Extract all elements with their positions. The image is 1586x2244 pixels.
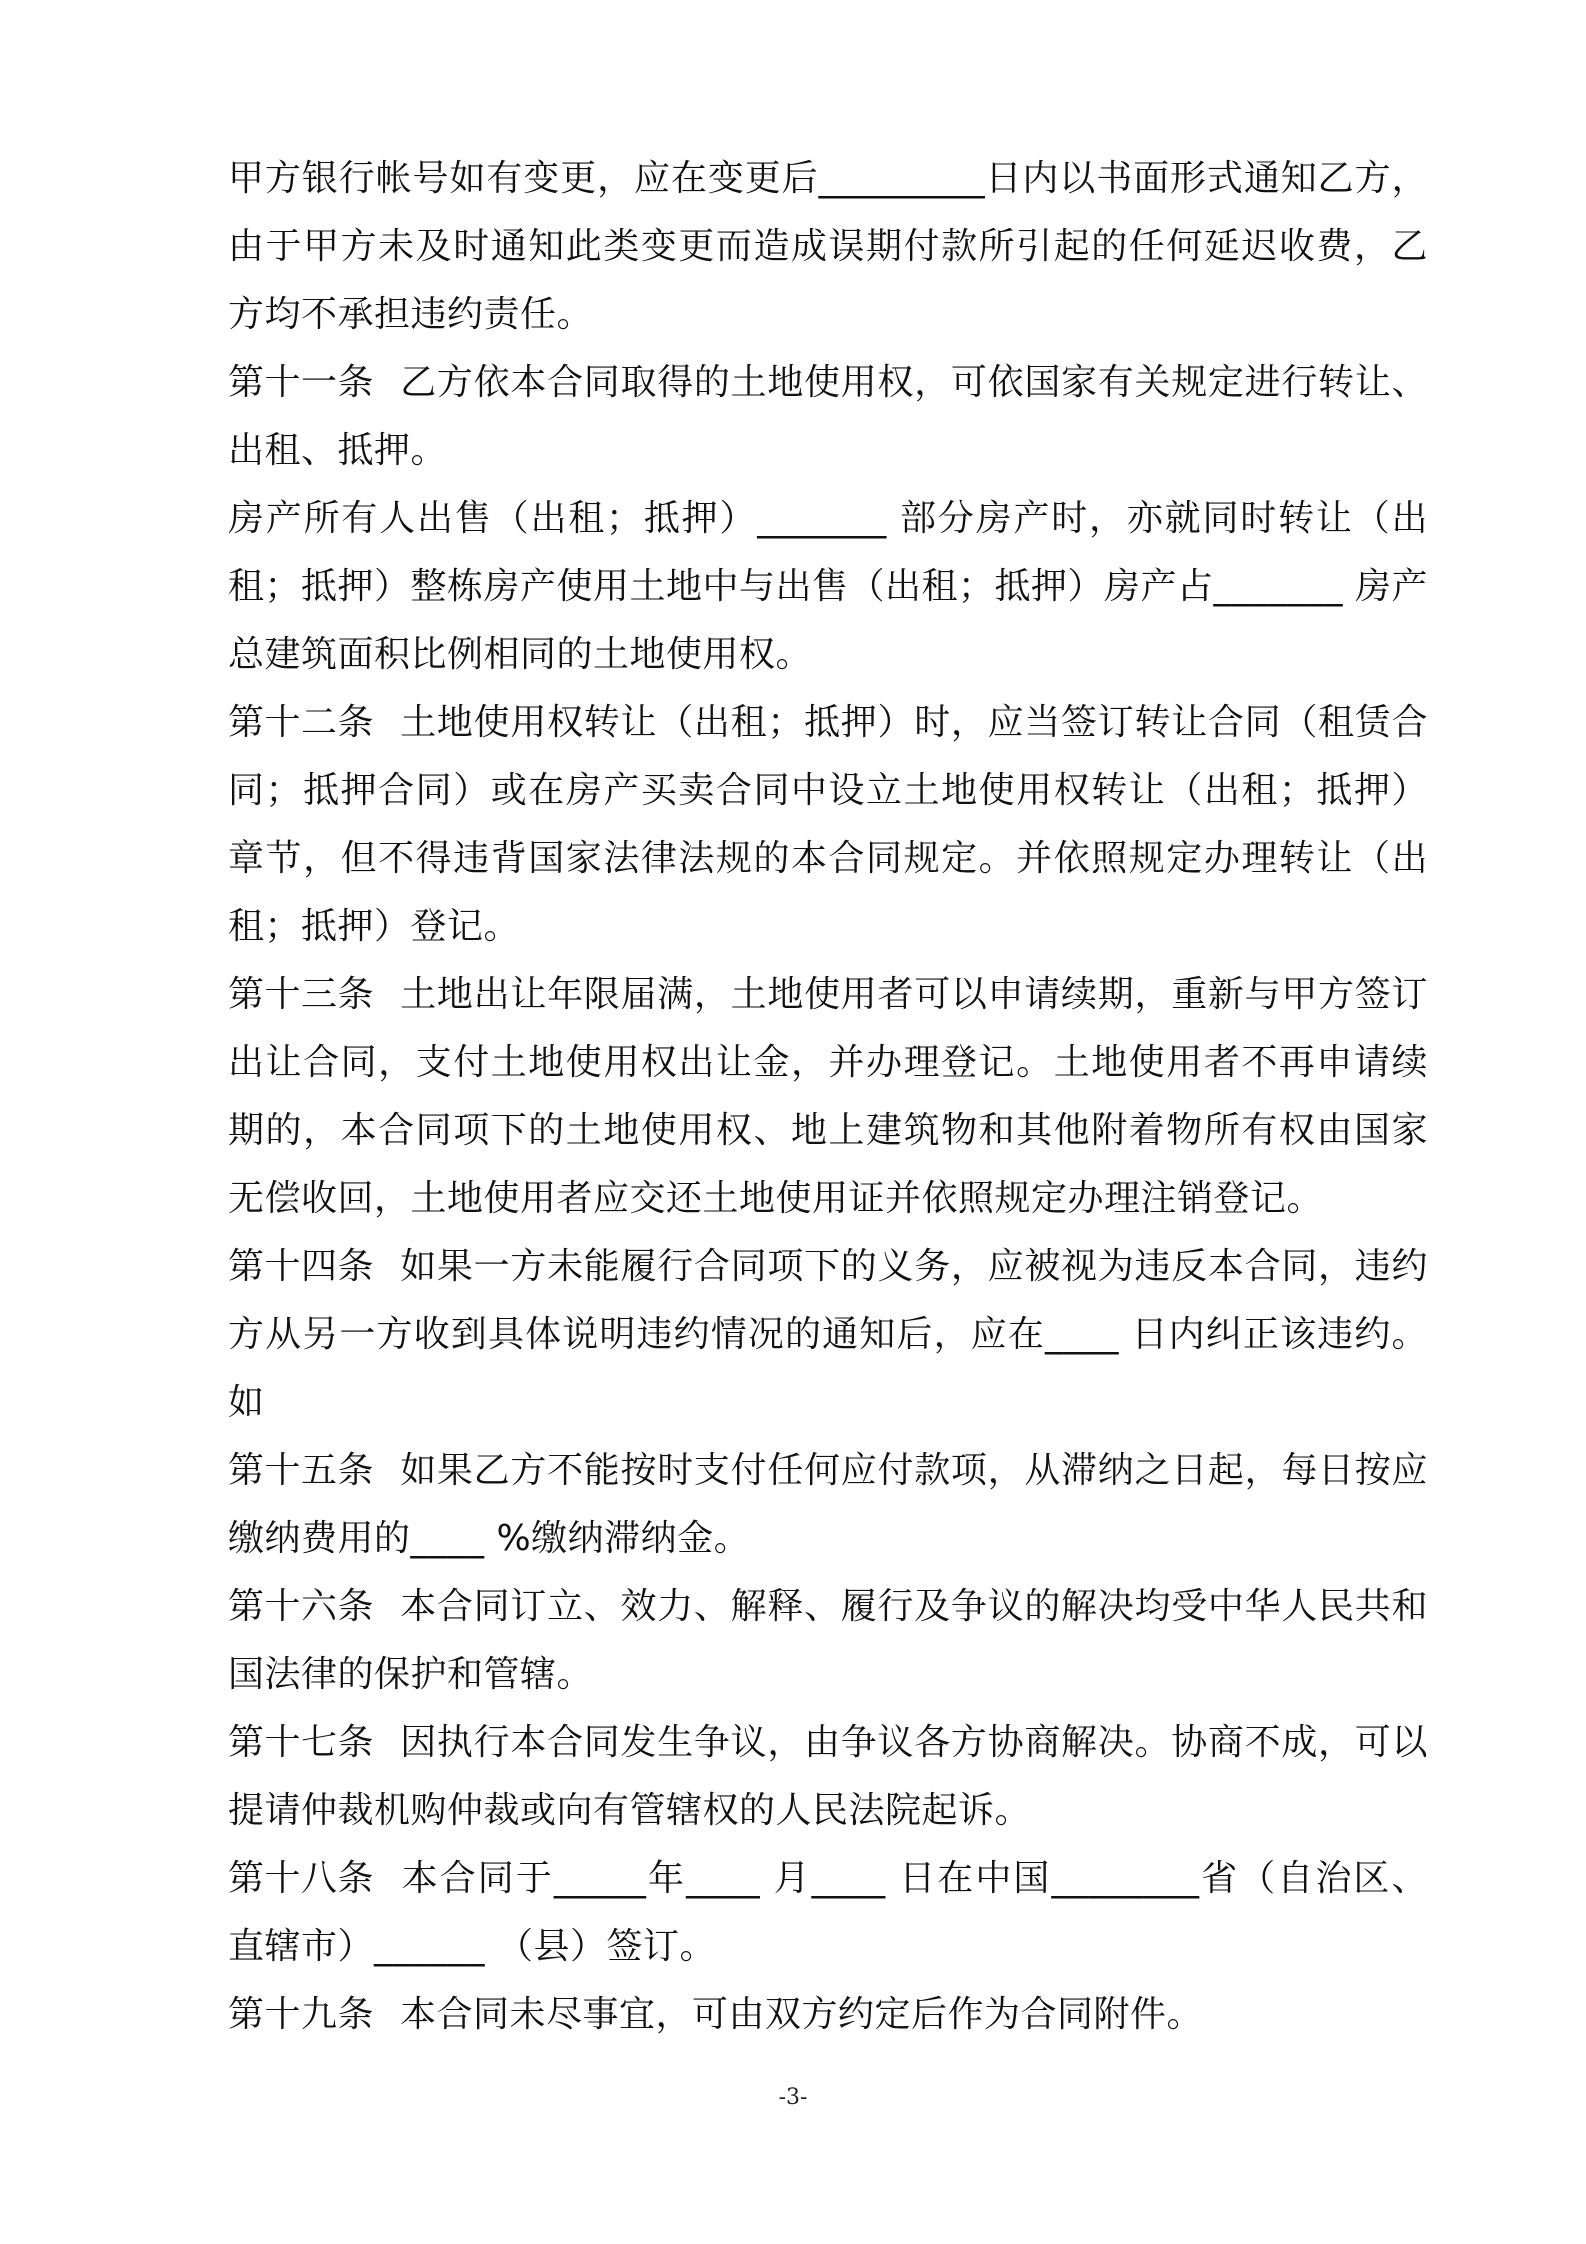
article-number: 第十一条 <box>228 362 375 403</box>
article-text: 土地使用权转让（出租；抵押）时，应当签订转让合同（租赁合同；抵押合同）或在房产买卖合同中设立土地使用权转让（出租；抵押）章节，但不得违背国家法律法规的本合同规定。并依照规定办理转让（出租；抵押）登记。 <box>228 702 1428 947</box>
article-13 <box>228 961 1428 1233</box>
page-number: -3- <box>778 2085 808 2110</box>
paragraph-text: 房产所有人出售（出租；抵押）_______ 部分房产时，亦就同时转让（出租；抵押）整栋房产使用土地中与出售（出租；抵押）房产占_______ 房产总建筑面积比例相同的土地使用权。 <box>228 498 1428 675</box>
article-text: 如果一方未能履行合同项下的义务，应被视为违反本合同，违约方从另一方收到具体说明违约情况的通知后，应在____ 日内纠正该违约。如 <box>228 1246 1428 1423</box>
article-text: 本合同未尽事宜，可由双方约定后作为合同附件。 <box>400 1994 1204 2035</box>
paragraph-bank-account-change <box>228 145 1428 349</box>
paragraph-text: 甲方银行帐号如有变更，应在变更后_________日内以书面形式通知乙方，由于甲方未及时通知此类变更而造成误期付款所引起的任何延迟收费，乙方均不承担违约责任。 <box>228 158 1428 335</box>
article-15 <box>228 1437 1428 1573</box>
article-text: 乙方依本合同取得的土地使用权，可依国家有关规定进行转让、出租、抵押。 <box>228 362 1428 471</box>
article-number: 第十四条 <box>228 1246 375 1287</box>
article-number: 第十二条 <box>228 702 375 743</box>
article-11 <box>228 349 1428 485</box>
article-number: 第十八条 <box>228 1858 375 1899</box>
paragraph-property-owner <box>228 485 1428 689</box>
article-text: 土地出让年限届满，土地使用者可以申请续期，重新与甲方签订出让合同，支付土地使用权出让金，并办理登记。土地使用者不再申请续期的，本合同项下的土地使用权、地上建筑物和其他附着物所有权由国家无偿收回，土地使用者应交还土地使用证并依照规定办理注销登记。 <box>228 974 1428 1219</box>
article-17 <box>228 1709 1428 1845</box>
article-number: 第十三条 <box>228 974 375 1015</box>
article-12 <box>228 689 1428 961</box>
article-number: 第十五条 <box>228 1450 375 1491</box>
article-number: 第十六条 <box>228 1586 375 1627</box>
article-number: 第十七条 <box>228 1722 375 1763</box>
article-14 <box>228 1233 1428 1437</box>
article-19 <box>228 1981 1428 2049</box>
article-18 <box>228 1845 1428 1981</box>
article-16 <box>228 1573 1428 1709</box>
article-text: 本合同于_____年____ 月____ 日在中国________省（自治区、直辖市）______ （县）签订。 <box>228 1858 1428 1967</box>
article-text: 因执行本合同发生争议，由争议各方协商解决。协商不成，可以提请仲裁机购仲裁或向有管辖权的人民法院起诉。 <box>228 1722 1428 1831</box>
article-text: 如果乙方不能按时支付任何应付款项，从滞纳之日起，每日按应缴纳费用的____ %缴纳滞纳金。 <box>228 1450 1428 1559</box>
article-number: 第十九条 <box>228 1994 375 2035</box>
article-text: 本合同订立、效力、解释、履行及争议的解决均受中华人民共和国法律的保护和管辖。 <box>228 1586 1428 1695</box>
contract-body <box>228 145 1428 2049</box>
